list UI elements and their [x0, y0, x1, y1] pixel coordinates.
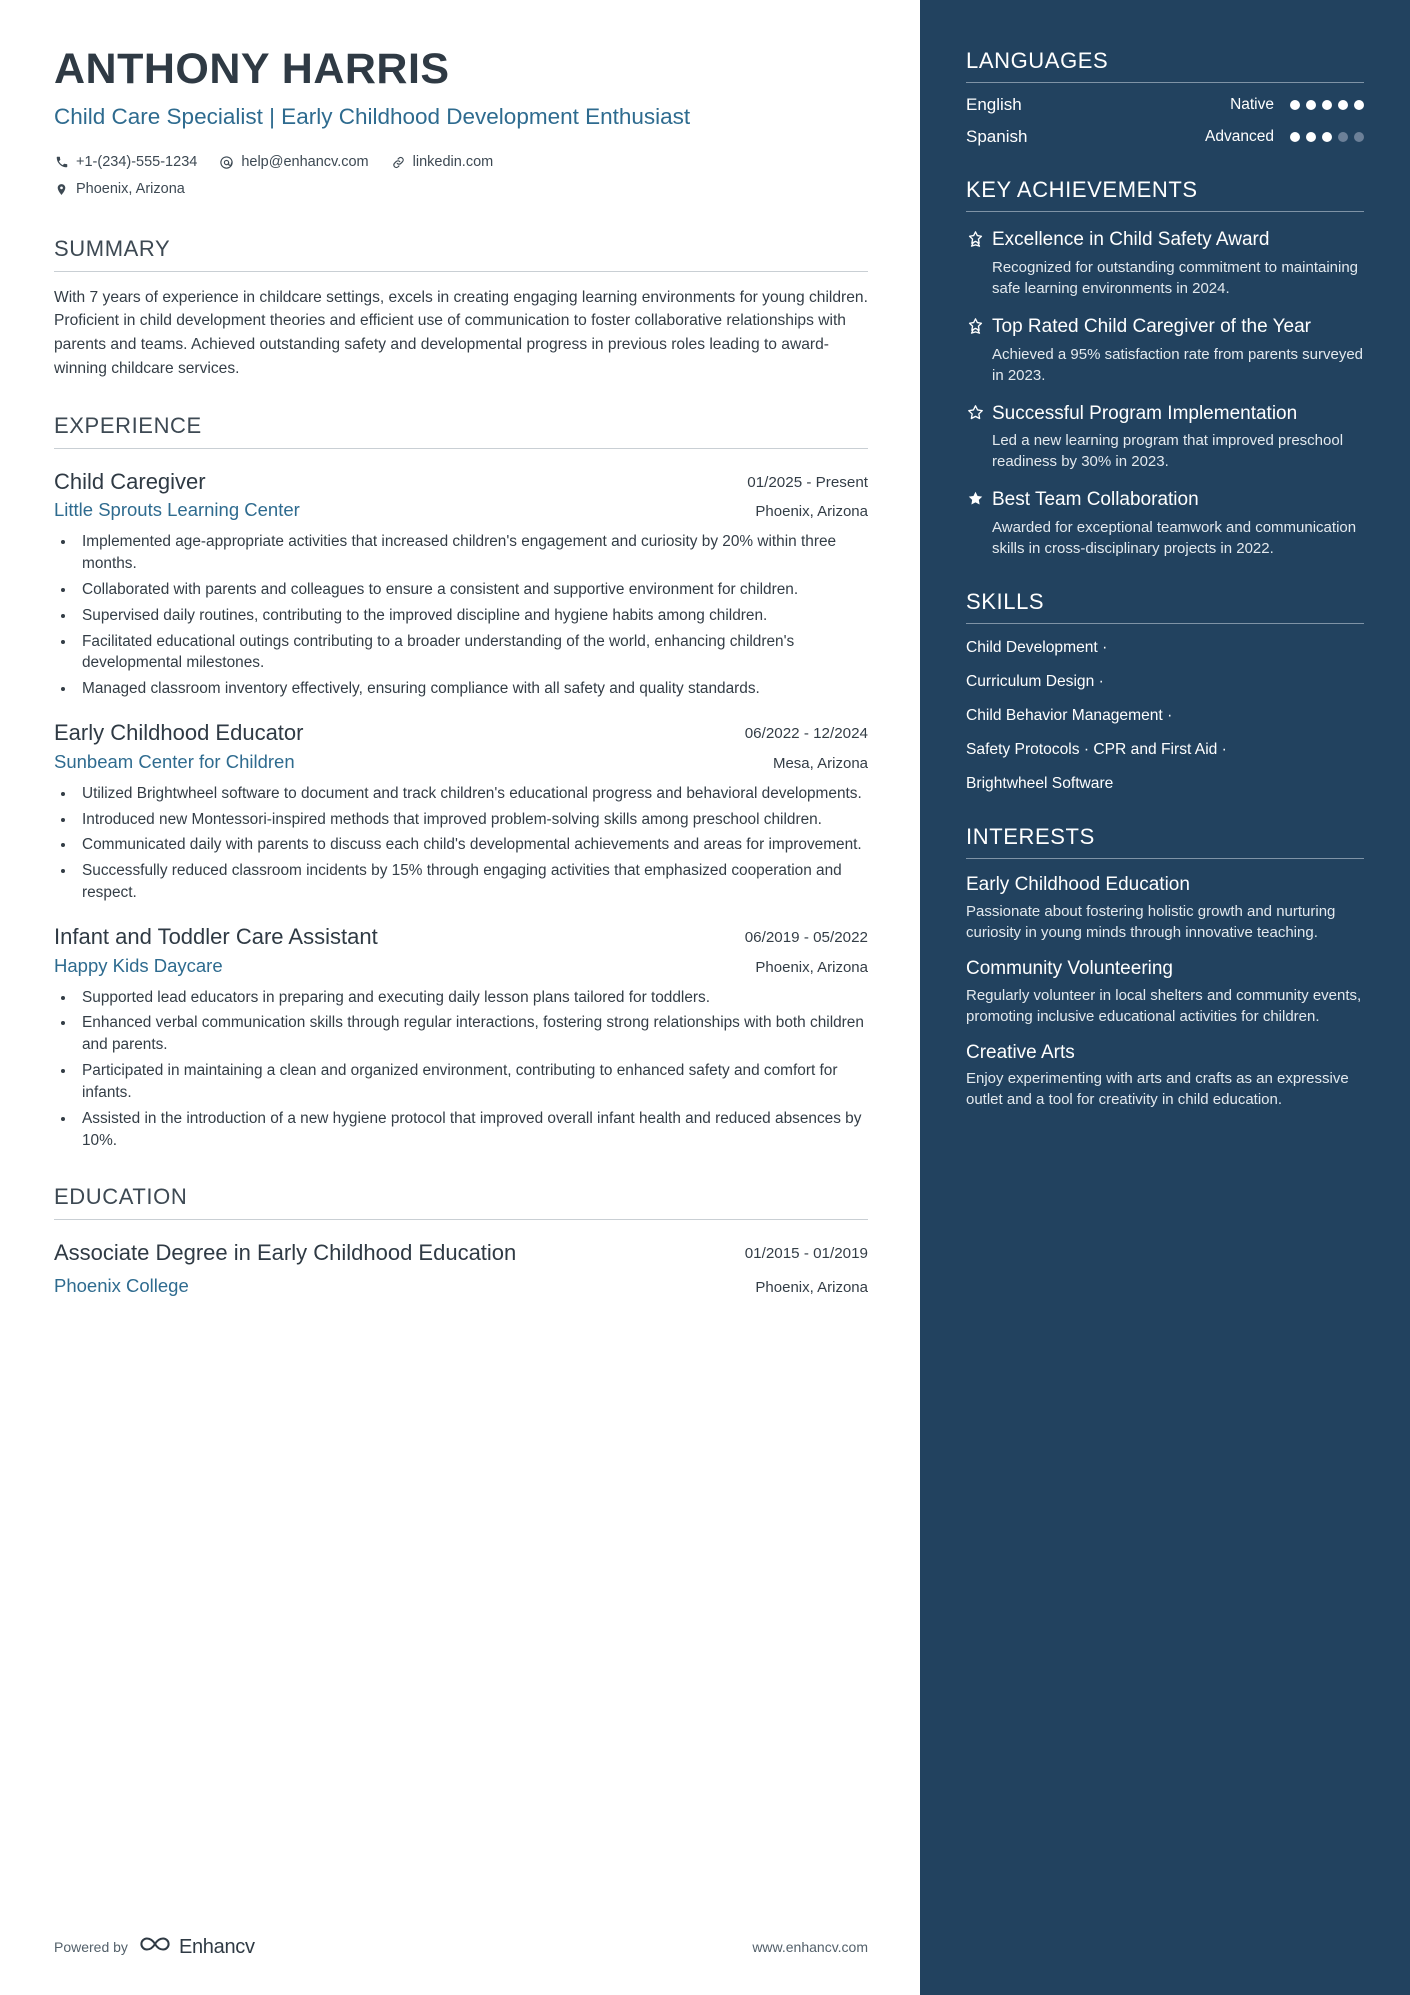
star-outline-icon — [966, 402, 992, 473]
job-company: Happy Kids Daycare — [54, 954, 223, 976]
rating-dot — [1306, 100, 1316, 110]
contact-email[interactable] — [219, 149, 368, 177]
experience-section — [54, 413, 868, 1152]
contact-row-2 — [54, 176, 868, 204]
achievement-desc: Achieved a 95% satisfaction rate from parents surveyed in 2023. — [992, 345, 1364, 384]
achievement-item — [966, 488, 1364, 559]
summary-text: With 7 years of experience in childcare settings, excels in creating engaging learning environments for young children. Proficient in child development theories and efficient use of communication to foster collaborative relationships with parents and teams. Achieved outstanding safety and developmental progress in previous roles leading to award-winning childcare services. — [54, 288, 868, 377]
sidebar — [920, 0, 1410, 1995]
experience-title: EXPERIENCE — [54, 412, 202, 438]
footer-website[interactable]: www.enhancv.com — [752, 1939, 868, 1955]
interest-desc: Enjoy experimenting with arts and crafts as an expressive outlet and a tool for creativity in child education. — [966, 1070, 1349, 1109]
interests-section — [966, 824, 1364, 1110]
language-rating-dots — [1290, 100, 1364, 110]
rating-dot-empty — [1338, 132, 1348, 142]
enhancv-wordmark: Enhancv — [178, 1935, 255, 1958]
achievement-title: Excellence in Child Safety Award — [992, 229, 1270, 250]
summary-section — [54, 236, 868, 381]
language-row — [966, 95, 1364, 115]
job-bullets — [76, 987, 868, 1152]
job-title: Early Childhood Educator — [54, 720, 304, 746]
interest-item — [966, 873, 1364, 943]
achievement-body — [992, 488, 1364, 559]
languages-divider — [966, 82, 1364, 83]
rating-dot — [1338, 100, 1348, 110]
skills-section — [966, 589, 1364, 794]
education-divider — [54, 1219, 868, 1220]
job-bullet: • Implemented age-appropriate activities that increased children's engagement and curiosity by 20% within three months. — [76, 531, 868, 575]
job-bullet: • Supported lead educators in preparing and executing daily lesson plans tailored for toddlers. — [76, 987, 868, 1009]
powered-by-block — [54, 1935, 255, 1959]
rating-dot — [1290, 132, 1300, 142]
experience-entry-head — [54, 468, 868, 496]
language-name: English — [966, 95, 1022, 114]
experience-entry-head — [54, 719, 868, 747]
language-level: Native — [1230, 96, 1274, 113]
languages-section — [966, 48, 1364, 147]
education-entry-sub — [54, 1275, 868, 1297]
rating-dot — [1322, 100, 1332, 110]
achievement-title: Successful Program Implementation — [992, 402, 1298, 424]
job-bullet: • Introduced new Montessori-inspired methods that improved problem-solving skills among preschool children. — [76, 809, 868, 831]
link-icon — [391, 155, 406, 170]
experience-entry — [54, 923, 868, 1152]
job-bullet: • Facilitated educational outings contributing to a broader understanding of the world, enhancing children's developmental milestones. — [76, 631, 868, 675]
enhancv-logo[interactable] — [138, 1935, 255, 1959]
phone-icon — [54, 155, 69, 170]
interest-desc: Passionate about fostering holistic growth and nurturing curiosity in young minds through innovative teaching. — [966, 902, 1336, 941]
job-bullet: • Successfully reduced classroom incidents by 15% through engaging activities that emphasized cooperation and respect. — [76, 860, 868, 904]
rating-dot — [1290, 100, 1300, 110]
achievements-divider — [966, 211, 1364, 212]
interest-item — [966, 957, 1364, 1027]
star-filled-icon — [966, 488, 992, 559]
contact-email-text: help@enhancv.com — [241, 153, 369, 170]
interests-title: INTERESTS — [966, 824, 1095, 850]
contact-block — [54, 149, 868, 204]
degree-date: 01/2015 - 01/2019 — [744, 1244, 868, 1262]
infinity-icon — [138, 1935, 172, 1959]
languages-title: LANGUAGES — [966, 48, 1109, 73]
job-company: Sunbeam Center for Children — [54, 750, 295, 772]
skill-item: Curriculum Design · — [966, 673, 1104, 691]
contact-row-1 — [54, 149, 868, 177]
powered-by-label: Powered by — [54, 1939, 128, 1955]
footer — [54, 1935, 868, 1959]
achievement-item — [966, 402, 1364, 473]
skills-divider — [966, 623, 1364, 624]
skill-item: Safety Protocols · CPR and First Aid · — [966, 741, 1227, 759]
achievement-title: Top Rated Child Caregiver of the Year — [992, 315, 1311, 337]
job-date: 06/2019 - 05/2022 — [744, 929, 868, 947]
rating-dot — [1306, 132, 1316, 142]
rating-dot-empty — [1354, 132, 1364, 142]
rating-dot — [1354, 100, 1364, 110]
job-bullet: • Assisted in the introduction of a new hygiene protocol that improved overall infant health and reduced absences by 10%. — [76, 1108, 868, 1152]
achievement-desc: Led a new learning program that improved preschool readiness by 30% in 2023. — [992, 432, 1344, 471]
achievements-title: KEY ACHIEVEMENTS — [966, 177, 1198, 202]
interest-title: Early Childhood Education — [966, 874, 1190, 896]
achievement-body — [992, 315, 1364, 386]
job-location: Phoenix, Arizona — [755, 503, 868, 521]
job-location: Phoenix, Arizona — [755, 958, 868, 976]
interest-item — [966, 1041, 1364, 1111]
job-bullet: • Utilized Brightwheel software to document and track children's educational progress and behavioral developments. — [76, 783, 868, 805]
achievement-title: Best Team Collaboration — [992, 489, 1199, 511]
experience-entry-head — [54, 923, 868, 951]
contact-linkedin-text: linkedin.com — [412, 153, 494, 170]
contact-location — [54, 176, 185, 204]
location-icon — [54, 182, 69, 197]
education-entry-head — [54, 1239, 868, 1267]
candidate-name: ANTHONY HARRIS — [54, 45, 450, 93]
job-bullets — [76, 531, 868, 700]
experience-entry — [54, 468, 868, 701]
job-title: Child Caregiver — [54, 468, 206, 494]
job-company: Little Sprouts Learning Center — [54, 499, 300, 521]
star-badge-icon — [966, 228, 992, 299]
skill-item: Child Development · — [966, 639, 1108, 656]
contact-linkedin[interactable] — [391, 149, 494, 177]
language-row — [966, 127, 1364, 147]
degree-title: Associate Degree in Early Childhood Education — [54, 1239, 517, 1265]
achievement-desc: Recognized for outstanding commitment to maintaining safe learning environments in 2024. — [992, 258, 1359, 297]
achievement-body — [992, 228, 1364, 299]
interest-title: Creative Arts — [966, 1041, 1075, 1063]
job-title: Infant and Toddler Care Assistant — [54, 924, 378, 950]
interest-title: Community Volunteering — [966, 957, 1173, 979]
school-location: Phoenix, Arizona — [755, 1279, 868, 1297]
contact-phone-text: +1-(234)-555-1234 — [76, 153, 198, 170]
job-bullet: • Enhanced verbal communication skills through regular interactions, fostering strong relationships with both children and parents. — [76, 1012, 868, 1056]
job-bullet: • Supervised daily routines, contributing to the improved discipline and hygiene habits among children. — [76, 605, 868, 627]
language-rating-dots — [1290, 132, 1364, 142]
language-level: Advanced — [1205, 128, 1274, 145]
job-location: Mesa, Arizona — [772, 754, 868, 772]
skills-title: SKILLS — [966, 589, 1045, 614]
star-badge-icon — [966, 315, 992, 386]
skill-item: Brightwheel Software — [966, 775, 1114, 793]
achievement-item — [966, 315, 1364, 386]
summary-divider — [54, 271, 868, 272]
job-date: 01/2025 - Present — [747, 473, 868, 491]
rating-dot — [1322, 132, 1332, 142]
experience-divider — [54, 448, 868, 449]
skill-item: Child Behavior Management · — [966, 707, 1173, 725]
achievement-item — [966, 228, 1364, 299]
achievement-body — [992, 402, 1364, 473]
contact-location-text: Phoenix, Arizona — [76, 181, 185, 198]
job-bullet: • Participated in maintaining a clean and organized environment, contributing to enhanced safety and comfort for infants. — [76, 1060, 868, 1104]
job-date: 06/2022 - 12/2024 — [744, 725, 868, 743]
job-bullet: • Communicated daily with parents to discuss each child's developmental achievements and areas for improvement. — [76, 834, 868, 856]
email-icon — [219, 155, 234, 170]
language-name: Spanish — [966, 127, 1028, 146]
achievement-desc: Awarded for exceptional teamwork and communication skills in cross-disciplinary projects in 2022. — [992, 519, 1357, 557]
experience-entry — [54, 719, 868, 904]
experience-entry-sub — [54, 499, 868, 521]
job-bullets — [76, 783, 868, 904]
interests-divider — [966, 858, 1364, 859]
experience-entry-sub — [54, 955, 868, 977]
education-section — [54, 1184, 868, 1298]
achievements-section — [966, 177, 1364, 559]
job-bullet: • Collaborated with parents and colleagues to ensure a consistent and supportive environment for children. — [76, 579, 868, 601]
candidate-headline: Child Care Specialist | Early Childhood Development Enthusiast — [54, 104, 691, 130]
school-name: Phoenix College — [54, 1275, 189, 1297]
education-title: EDUCATION — [54, 1183, 188, 1209]
contact-phone[interactable] — [54, 149, 197, 177]
education-entry — [54, 1239, 868, 1298]
interest-desc: Regularly volunteer in local shelters and community events, promoting inclusive educational activities for children. — [966, 986, 1362, 1025]
experience-entry-sub — [54, 751, 868, 773]
job-bullet: • Managed classroom inventory effectively, ensuring compliance with all safety and quality standards. — [76, 678, 868, 700]
summary-title: SUMMARY — [54, 235, 171, 261]
